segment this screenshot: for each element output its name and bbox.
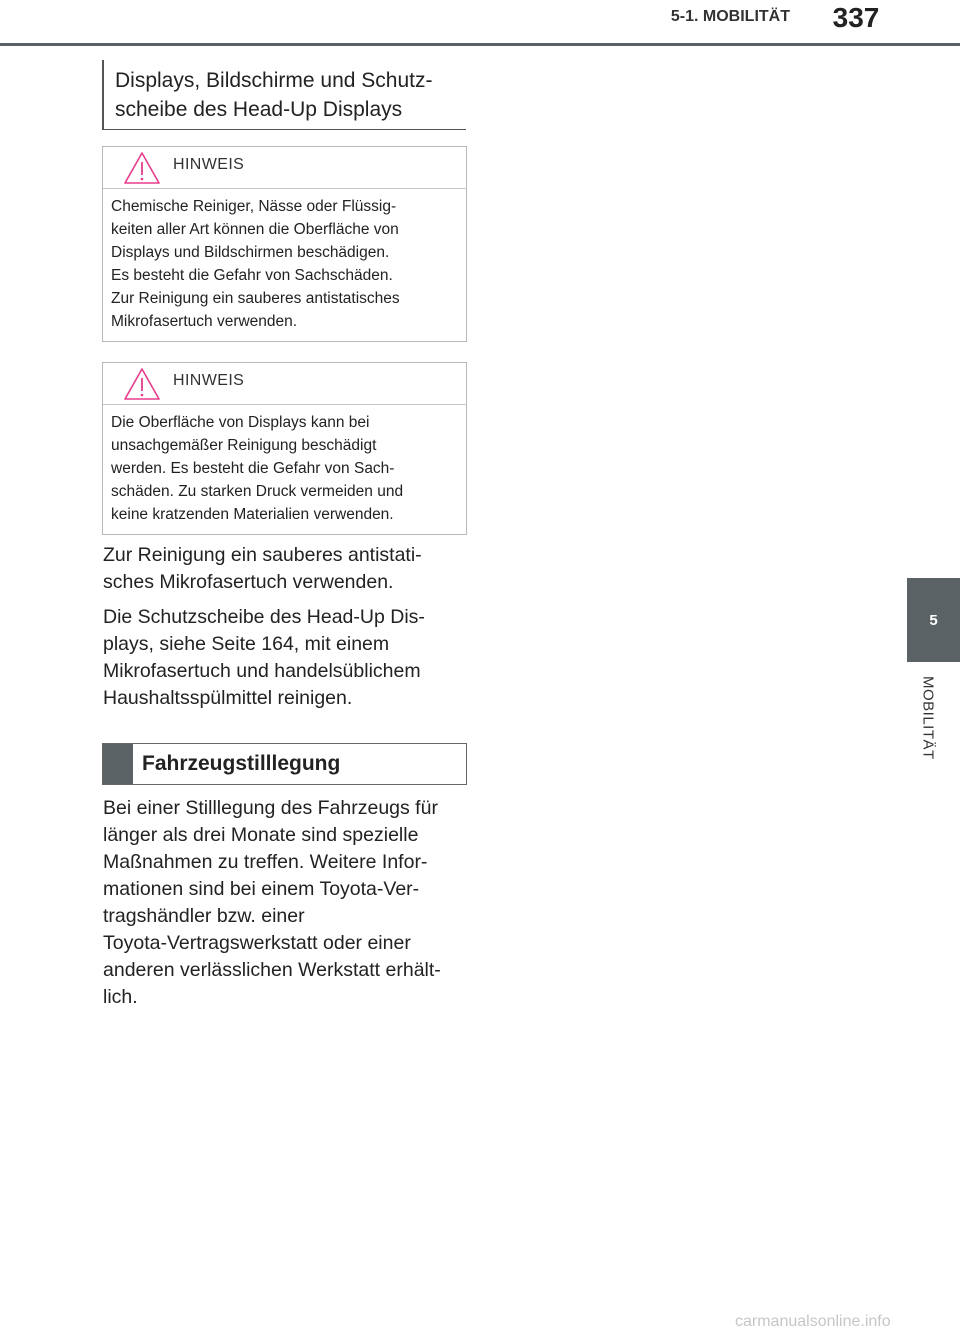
text-line: Bei einer Stilllegung des Fahrzeugs für — [103, 797, 438, 819]
sub-heading-line: Displays, Bildschirme und Schutz- — [115, 69, 433, 92]
chapter-number: 5 — [929, 611, 938, 629]
text-line: mationen sind bei einem Toyota-Ver- — [103, 878, 420, 900]
notice-line: Displays und Bildschirmen beschädigen. — [111, 244, 390, 261]
notice-line: werden. Es besteht die Gefahr von Sach- — [111, 460, 395, 477]
text-line: Haushaltsspülmittel reinigen. — [103, 687, 353, 709]
text-line: plays, siehe Seite 164, mit einem — [103, 633, 390, 655]
text-line: tragshändler bzw. einer — [103, 905, 305, 927]
notice-line: Mikrofasertuch verwenden. — [111, 313, 298, 330]
body-text-storage — [103, 795, 473, 1019]
sub-heading — [102, 60, 466, 130]
paragraph — [103, 604, 473, 712]
notice-line: unsachgemäßer Reinigung beschädigt — [111, 437, 377, 454]
section-marker — [103, 744, 133, 784]
text-line: Die Schutzscheibe des Head-Up Dis- — [103, 606, 425, 628]
watermark: carmanualsonline.info — [735, 1313, 891, 1330]
notice-body — [103, 189, 466, 341]
paragraph — [103, 542, 473, 596]
paragraph — [103, 795, 473, 1011]
text-line: anderen verlässlichen Werkstatt erhält- — [103, 959, 441, 981]
text-line: Mikrofasertuch und handelsüblichem — [103, 660, 421, 682]
text-line: Zur Reinigung ein sauberes antistati- — [103, 544, 422, 566]
section-heading — [102, 743, 467, 785]
notice-box — [102, 146, 467, 342]
notice-header — [103, 147, 466, 189]
notice-line: Chemische Reiniger, Nässe oder Flüssig- — [111, 198, 397, 215]
body-text-cleaning — [103, 542, 473, 720]
text-line: Maßnahmen zu treffen. Weitere Infor- — [103, 851, 428, 873]
notice-header — [103, 363, 466, 405]
warning-triangle-icon — [123, 151, 161, 185]
chapter-label: MOBILITÄT — [919, 676, 937, 760]
notice-line: Die Oberfläche von Displays kann bei — [111, 414, 370, 431]
notice-title: HINWEIS — [173, 372, 245, 389]
notice-box — [102, 362, 467, 535]
notice-line: keine kratzenden Materialien verwenden. — [111, 506, 394, 523]
text-line: lich. — [103, 986, 138, 1008]
section-title: Fahrzeugstilllegung — [142, 752, 341, 775]
text-line: Toyota-Vertragswerkstatt oder einer — [103, 932, 411, 954]
notice-body — [103, 405, 466, 534]
notice-line: Zur Reinigung ein sauberes antistatisches — [111, 290, 400, 307]
warning-triangle-icon — [123, 367, 161, 401]
notice-line: keiten aller Art können die Oberfläche von — [111, 221, 399, 238]
page-number: 337 — [832, 2, 880, 33]
text-line: sches Mikrofasertuch verwenden. — [103, 571, 394, 593]
chapter-tab[interactable] — [907, 578, 960, 662]
header-rule — [0, 43, 960, 46]
text-line: länger als drei Monate sind spezielle — [103, 824, 419, 846]
notice-line: schäden. Zu starken Druck vermeiden und — [111, 483, 404, 500]
notice-line: Es besteht die Gefahr von Sachschäden. — [111, 267, 393, 284]
sub-heading-line: scheibe des Head-Up Displays — [115, 98, 403, 121]
notice-title: HINWEIS — [173, 156, 245, 173]
running-header-section: 5-1. MOBILITÄT — [670, 8, 790, 25]
